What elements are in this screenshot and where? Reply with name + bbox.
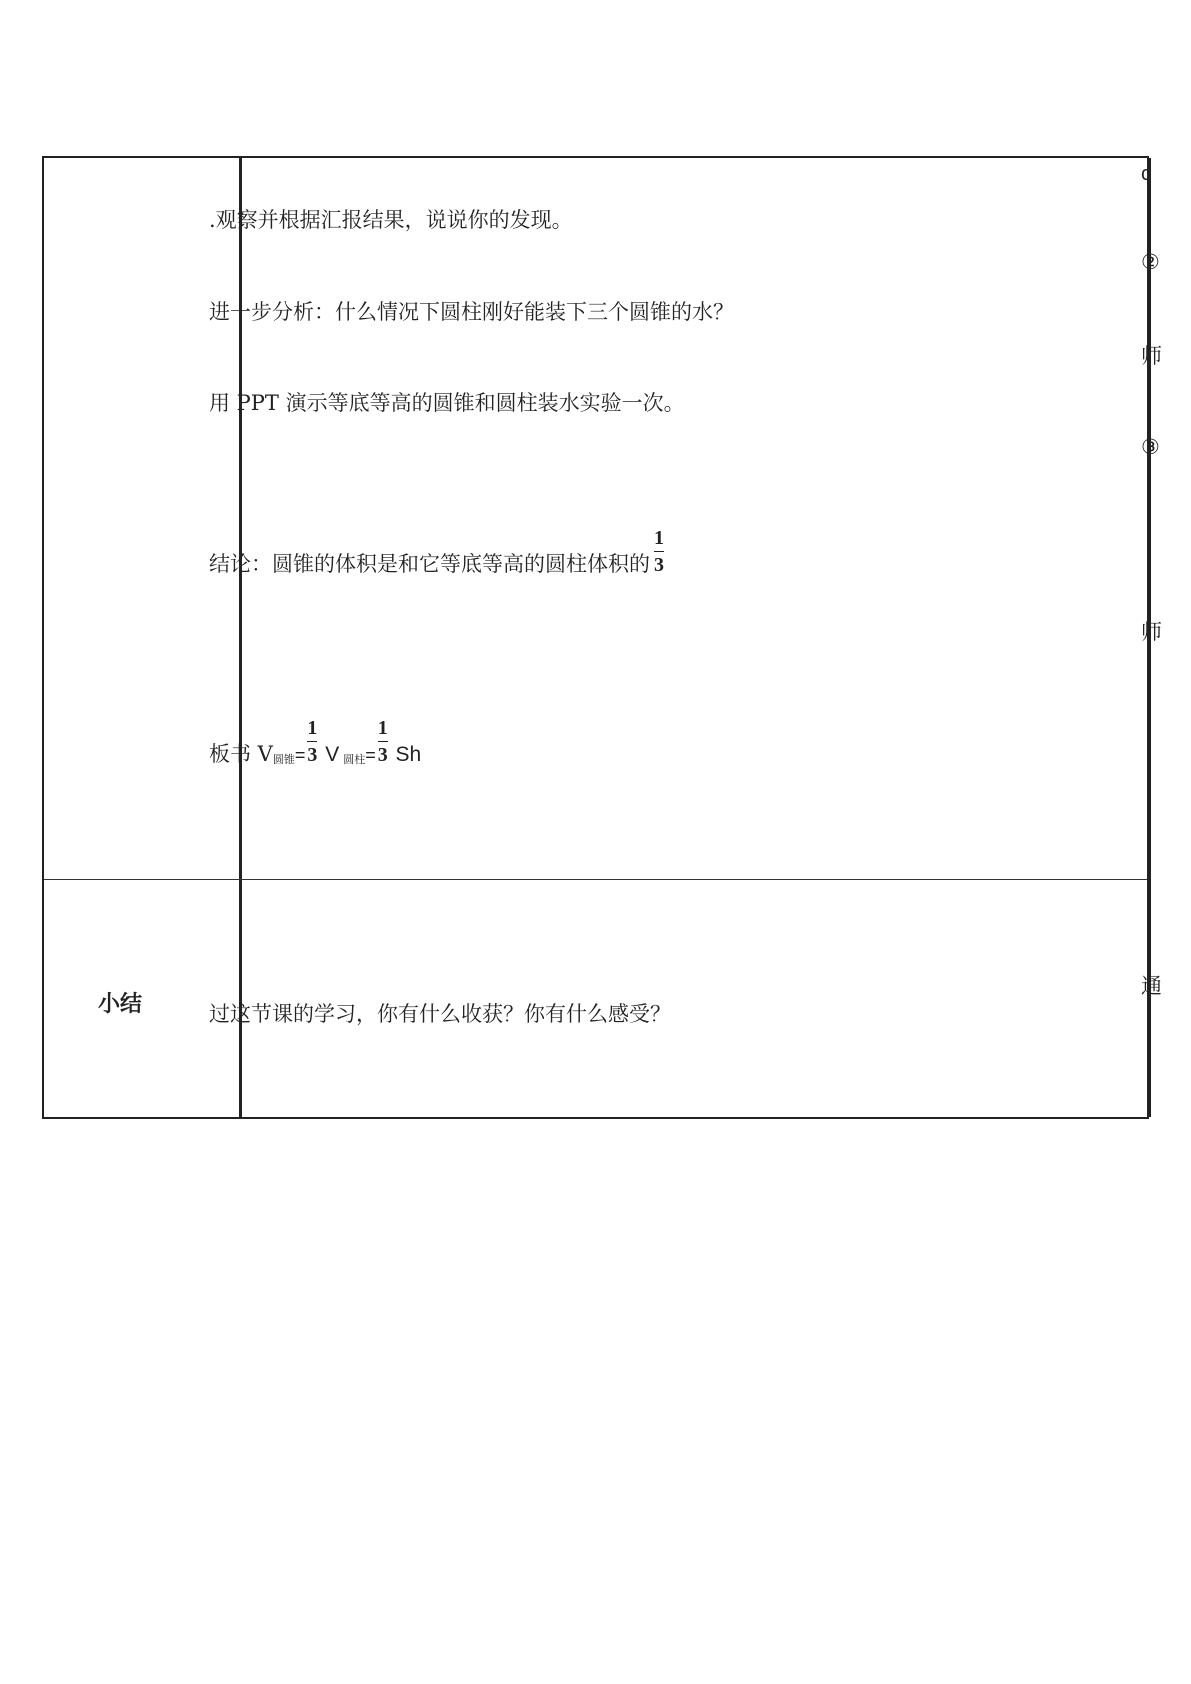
summary-label: 小结 bbox=[98, 992, 143, 1017]
margin-circled-3: ③ bbox=[1141, 435, 1160, 459]
formula-v2: V bbox=[319, 743, 340, 766]
margin-shi-2: 师 bbox=[1141, 620, 1162, 644]
formula-fraction-1 bbox=[307, 718, 317, 765]
formula-fraction-1-den: 3 bbox=[307, 744, 318, 766]
summary-text: 过这节课的学习，你有什么收获？你有什么感受？ bbox=[209, 1002, 671, 1026]
formula-fraction-2-bar bbox=[378, 741, 388, 742]
formula-prefix: 板书 V bbox=[209, 742, 273, 766]
conclusion-line bbox=[209, 514, 664, 575]
formula-eq1: = bbox=[294, 745, 306, 765]
ppt-demo-line bbox=[209, 393, 685, 414]
fraction-numerator: 1 bbox=[654, 527, 664, 549]
margin-circled-2: ② bbox=[1141, 250, 1160, 274]
formula-fraction-1-bar bbox=[307, 741, 317, 742]
fraction-denominator: 3 bbox=[654, 554, 664, 576]
margin-tong: 通 bbox=[1141, 974, 1162, 998]
formula-fraction-2-den: 3 bbox=[377, 744, 388, 766]
observe-line: .观察并根据汇报结果，说说你的发现。 bbox=[209, 208, 573, 232]
formula-fraction-2 bbox=[378, 718, 388, 765]
formula-suffix: Sh bbox=[389, 743, 422, 766]
margin-shi-1: 师 bbox=[1141, 344, 1162, 368]
margin-c: c bbox=[1141, 163, 1151, 185]
one-third-fraction bbox=[654, 528, 664, 575]
formula-eq2: = bbox=[365, 745, 376, 765]
fraction-bar bbox=[654, 551, 664, 552]
formula-fraction-1-num: 1 bbox=[307, 717, 318, 739]
formula-sub-cone: 圆锥 bbox=[272, 753, 295, 766]
conclusion-text: 结论：圆锥的体积是和它等底等高的圆柱体积的 bbox=[209, 552, 650, 576]
row-divider bbox=[44, 879, 1147, 880]
formula-fraction-2-num: 1 bbox=[377, 717, 388, 739]
analysis-line: 进一步分析：什么情况下圆柱刚好能装下三个圆锥的水？ bbox=[209, 300, 734, 324]
ppt-demo-text: 用 PPT 演示等底等高的圆锥和圆柱装水实验一次。 bbox=[209, 391, 685, 415]
formula-line bbox=[209, 700, 421, 765]
formula-sub-cylinder: 圆柱 bbox=[343, 753, 366, 766]
